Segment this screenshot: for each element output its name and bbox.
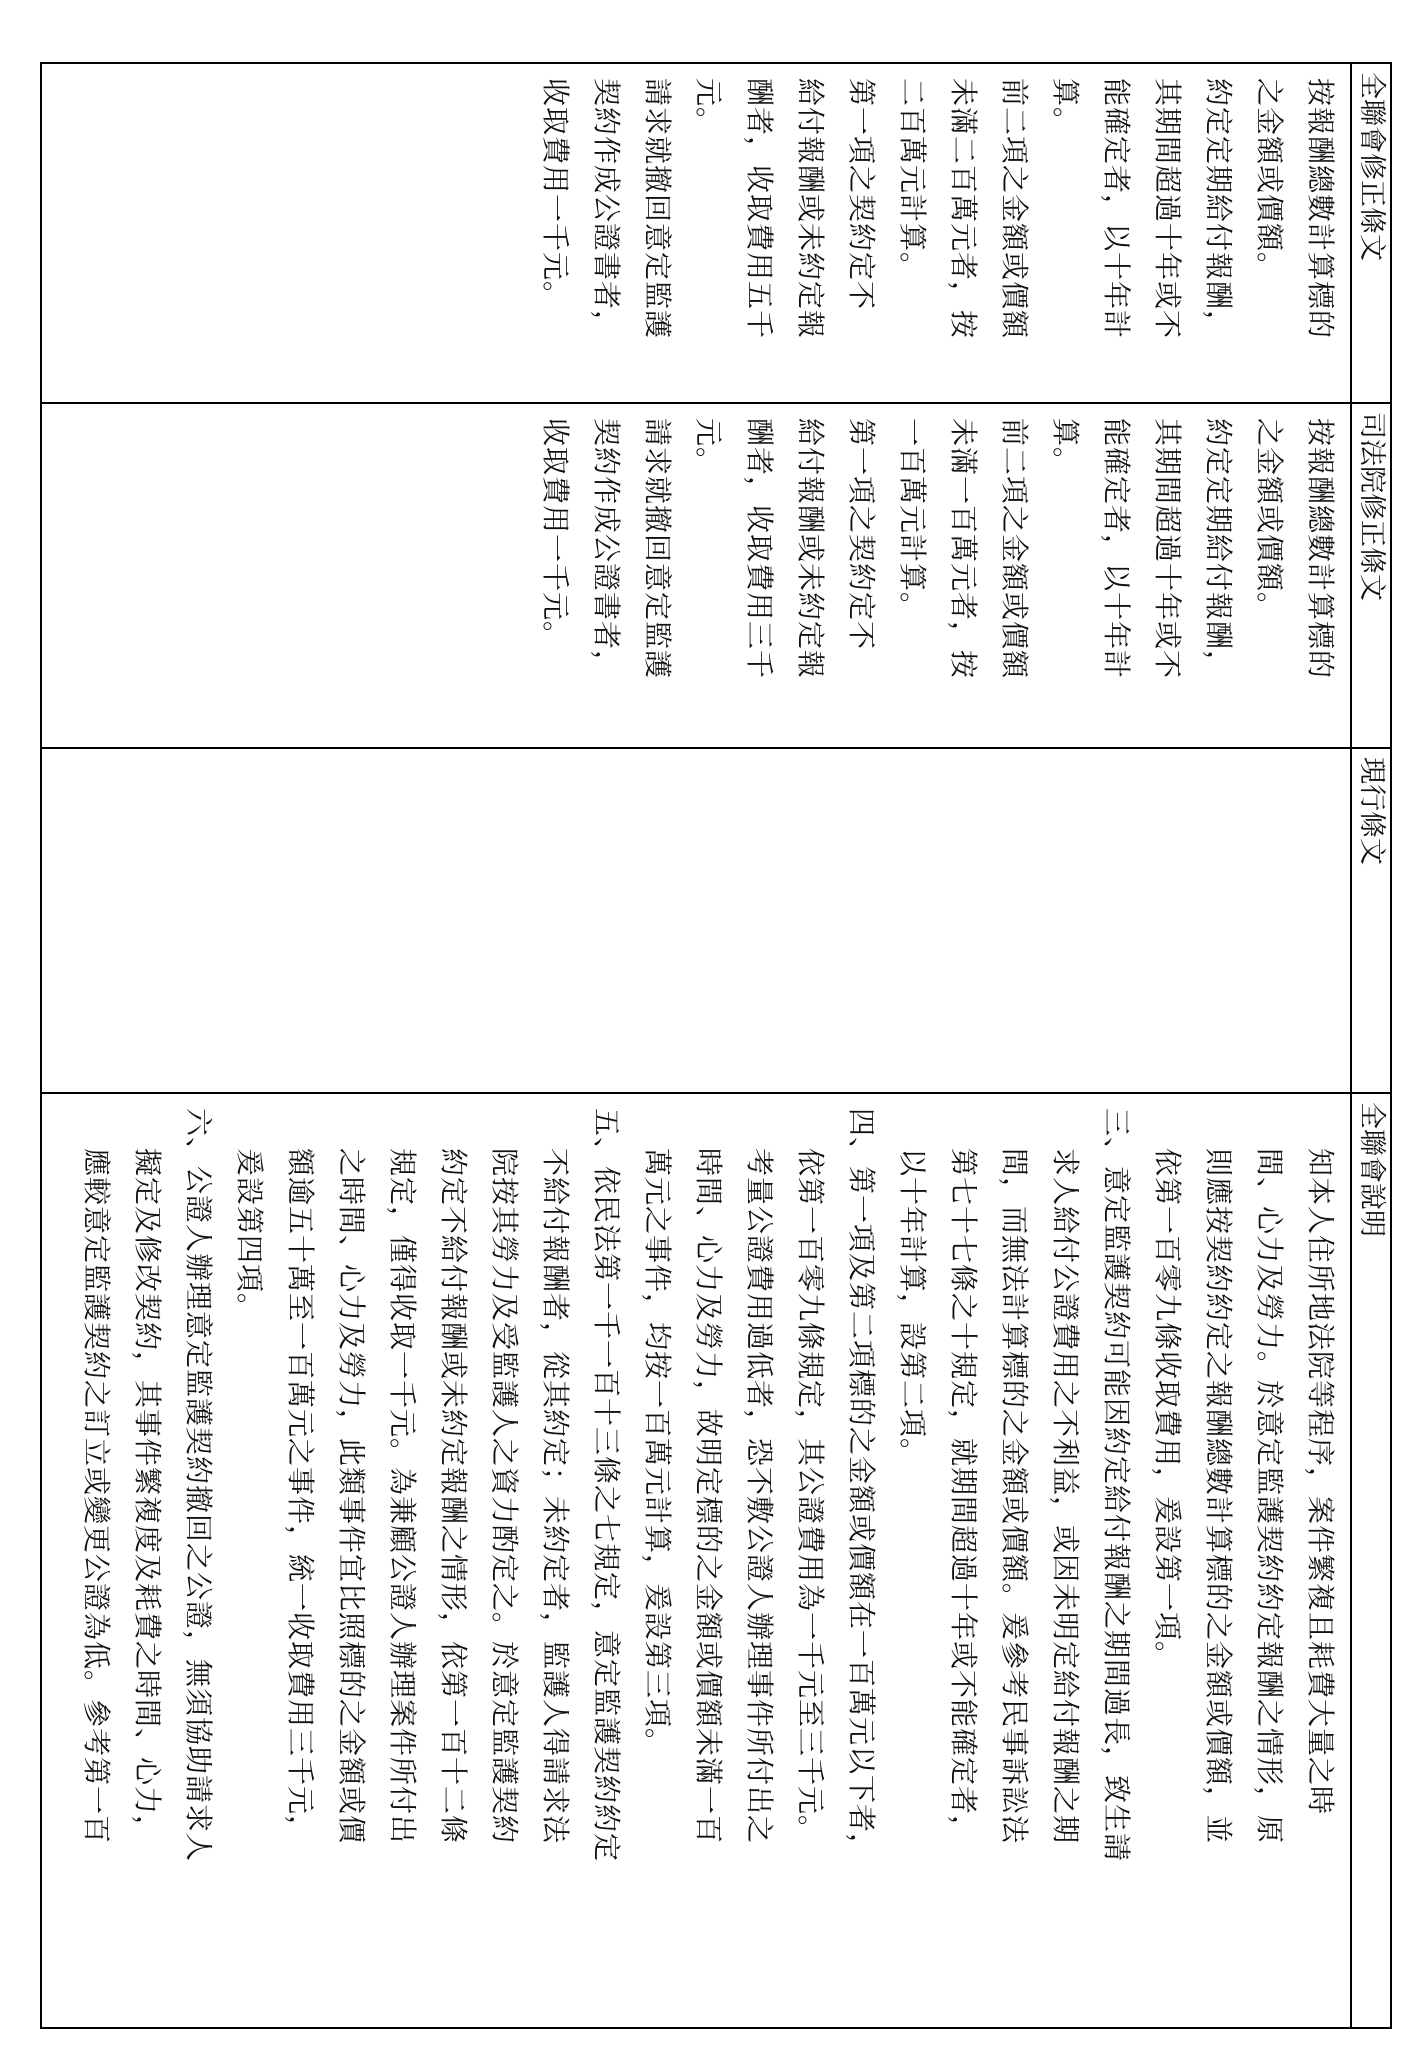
text-line: 額逾五十萬至一百萬元之事件，統一收取費用三千元， [284, 1148, 317, 1845]
text-line: 以十年計算，設第二項。 [896, 1148, 929, 1468]
col2-text [530, 404, 1350, 747]
text-line: 依第一百零九條收取費用，爰設第一項。 [1151, 1148, 1184, 1671]
text-line: 能確定者，以十年計 [1100, 418, 1133, 680]
text-line: 院按其勞力及受監護人之資力酌定之。於意定監護契約 [488, 1148, 521, 1845]
text-line: 約定定期給付報酬， [1202, 78, 1235, 340]
text-line: 應較意定監護契約之訂立或變更公證為低。參考第一百 [80, 1148, 113, 1845]
text-line: 算。 [1049, 78, 1082, 137]
text-line: 知本人住所地法院等程序，案件繁複且耗費大量之時 [1304, 1148, 1337, 1816]
text-line: 爰設第四項。 [233, 1148, 266, 1323]
text-line: 按報酬總數計算標的 [1304, 418, 1337, 680]
text-line: 考量公證費用過低者，恐不敷公證人辦理事件所付出之 [743, 1148, 776, 1845]
text-line: 第七十七條之十規定，就期間超過十年或不能確定者， [947, 1148, 980, 1845]
text-line: 元。 [692, 78, 725, 137]
text-line: 之時間、心力及勞力，此類事件宜比照標的之金額或價 [335, 1148, 368, 1845]
text-line: 約定定期給付報酬， [1202, 418, 1235, 680]
text-line: 未滿二百萬元者，按 [947, 78, 980, 340]
col4-text [71, 1094, 1350, 2027]
text-line: 酬者，收取費用三千 [743, 418, 776, 680]
text-line: 收取費用一千元。 [539, 78, 572, 311]
text-line: 前二項之金額或價額 [998, 78, 1031, 340]
header-label-col3: 現行條文 [1356, 757, 1387, 865]
text-line: 之金額或價額。 [1253, 78, 1286, 282]
text-line: 請求就撤回意定監護 [641, 78, 674, 340]
body-cell-col1 [42, 64, 1350, 404]
text-line: 未滿一百萬元者，按 [947, 418, 980, 680]
text-line: 間，而無法計算標的之金額或價額。爰參考民事訴訟法 [998, 1148, 1031, 1845]
header-cell-col4 [1352, 1094, 1390, 2027]
col1-text [530, 64, 1350, 402]
header-label-col1: 全聯會修正條文 [1356, 72, 1387, 261]
body-cell-col4 [42, 1094, 1350, 2027]
text-line: 時間、心力及勞力，故明定標的之金額或價額未滿一百 [692, 1148, 725, 1845]
table-header-row [1350, 64, 1390, 2027]
text-line: 四、第一項及第二項標的之金額或價額在一百萬元以下者， [845, 1108, 878, 1863]
text-line: 請求就撤回意定監護 [641, 418, 674, 680]
text-line: 求人給付公證費用之不利益，或因未明定給付報酬之期 [1049, 1148, 1082, 1845]
text-line: 給付報酬或未約定報 [794, 78, 827, 340]
col3-text [1346, 749, 1350, 1092]
header-label-col2: 司法院修正條文 [1356, 412, 1387, 601]
body-cell-col2 [42, 404, 1350, 749]
text-line: 契約作成公證書者， [590, 418, 623, 680]
text-line: 一百萬元計算。 [896, 418, 929, 622]
text-line: 之金額或價額。 [1253, 418, 1286, 622]
text-line: 萬元之事件，均按一百萬元計算，爰設第三項。 [641, 1148, 674, 1758]
text-line: 契約作成公證書者， [590, 78, 623, 340]
body-cell-col3 [42, 749, 1350, 1094]
text-line: 算。 [1049, 418, 1082, 477]
header-cell-col3 [1352, 749, 1390, 1094]
text-line: 按報酬總數計算標的 [1304, 78, 1337, 340]
text-line: 給付報酬或未約定報 [794, 418, 827, 680]
header-cell-col2 [1352, 404, 1390, 749]
text-line: 依第一百零九條規定，其公證費用為一千元至三千元。 [794, 1148, 827, 1845]
text-line: 約定不給付報酬或未約定報酬之情形，依第一百十二條 [437, 1148, 470, 1845]
text-line: 前二項之金額或價額 [998, 418, 1031, 680]
text-line: 則應按契約約定之報酬總數計算標的之金額或價額，並 [1202, 1148, 1235, 1845]
text-line: 第一項之契約定不 [845, 78, 878, 311]
text-line: 第一項之契約定不 [845, 418, 878, 651]
text-line: 元。 [692, 418, 725, 477]
text-line: 不給付報酬者，從其約定；未約定者，監護人得請求法 [539, 1148, 572, 1845]
header-cell-col1 [1352, 64, 1390, 404]
text-line: 六、公證人辦理意定監護契約撤回之公證，無須協助請求人 [182, 1108, 215, 1863]
text-line: 五、依民法第一千一百十三條之七規定，意定監護契約約定 [590, 1108, 623, 1863]
text-line: 酬者，收取費用五千 [743, 78, 776, 340]
text-line: 收取費用一千元。 [539, 418, 572, 651]
text-line: 擬定及修改契約，其事件繁複度及耗費之時間、心力， [131, 1148, 164, 1845]
text-line: 其期間超過十年或不 [1151, 418, 1184, 680]
text-line: 間、心力及勞力。於意定監護契約約定報酬之情形，原 [1253, 1148, 1286, 1845]
text-line: 其期間超過十年或不 [1151, 78, 1184, 340]
text-line: 三、意定監護契約可能因約定給付報酬之期間過長，致生請 [1100, 1108, 1133, 1863]
text-line: 能確定者，以十年計 [1100, 78, 1133, 340]
text-line: 二百萬元計算。 [896, 78, 929, 282]
text-line: 規定，僅得收取一千元。為兼顧公證人辦理案件所付出 [386, 1148, 419, 1845]
header-label-col4: 全聯會說明 [1356, 1102, 1387, 1237]
comparison-table [40, 62, 1392, 2029]
